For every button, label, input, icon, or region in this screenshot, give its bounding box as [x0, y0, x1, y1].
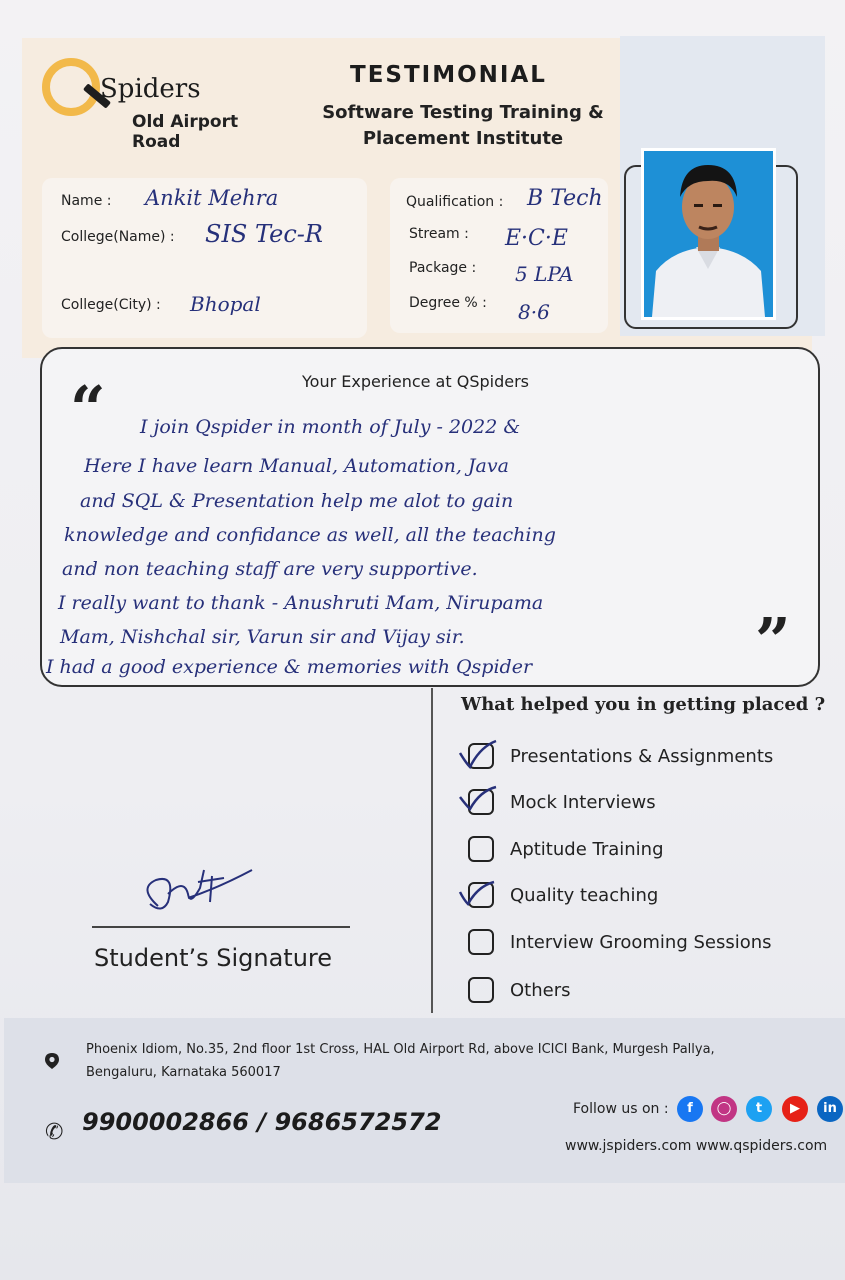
option-checkbox[interactable] [468, 836, 494, 862]
stream-label: Stream : [409, 226, 469, 242]
instagram-icon[interactable]: ◯ [711, 1096, 737, 1122]
placed-question: What helped you in getting placed ? [461, 694, 826, 715]
qualification-value: B Tech [527, 186, 603, 211]
checkmark-icon [458, 878, 498, 910]
address-line-2: Bengaluru, Karnataka 560017 [86, 1065, 281, 1080]
option-label: Presentations & Assignments [510, 746, 774, 767]
subtitle-line-1: Software Testing Training & [322, 102, 604, 123]
option-label: Quality teaching [510, 885, 659, 906]
subtitle-line-2: Placement Institute [362, 128, 564, 149]
address [86, 1038, 786, 1084]
option-checkbox[interactable] [468, 929, 494, 955]
checkmark-icon [458, 739, 498, 771]
option-label: Aptitude Training [510, 839, 664, 860]
experience-line: and SQL & Presentation help me alot to gain [80, 490, 514, 512]
experience-line: Here I have learn Manual, Automation, Java [84, 455, 509, 477]
experience-line: knowledge and confidance as well, all the teaching [64, 524, 556, 546]
student-photo [641, 148, 776, 320]
close-quote-icon: ” [755, 604, 791, 677]
experience-line: Mam, Nishchal sir, Varun sir and Vijay sir. [60, 626, 465, 648]
signature-label: Student’s Signature [94, 944, 333, 972]
experience-line: I really want to thank - Anushruti Mam, Nirupama [58, 592, 544, 614]
phone-numbers: 9900002866 / 9686572572 [82, 1108, 442, 1136]
student-portrait-icon [644, 151, 773, 317]
name-label: Name : [61, 193, 112, 209]
website-links[interactable]: www.jspiders.com www.qspiders.com [565, 1138, 828, 1154]
option-label: Mock Interviews [510, 792, 656, 813]
logo-name: Spiders [100, 74, 201, 104]
package-value: 5 LPA [515, 262, 574, 286]
linkedin-icon[interactable]: in [817, 1096, 843, 1122]
page-title: TESTIMONIAL [350, 62, 547, 88]
signature-line [92, 926, 350, 928]
experience-title: Your Experience at QSpiders [302, 372, 529, 391]
option-checkbox[interactable] [468, 977, 494, 1003]
package-label: Package : [409, 260, 477, 276]
facebook-icon[interactable]: f [677, 1096, 703, 1122]
twitter-icon[interactable]: t [746, 1096, 772, 1122]
experience-line: I had a good experience & memories with Qspider [46, 656, 533, 678]
name-value: Ankit Mehra [145, 186, 279, 210]
experience-line: I join Qspider in month of July - 2022 & [140, 416, 521, 438]
city-label: College(City) : [61, 297, 161, 313]
college-label: College(Name) : [61, 229, 175, 245]
experience-line: and non teaching staff are very supportive. [62, 558, 478, 580]
qspiders-logo [42, 58, 292, 152]
youtube-icon[interactable]: ▶ [782, 1096, 808, 1122]
stream-value: E·C·E [505, 226, 568, 251]
city-value: Bhopal [190, 292, 261, 316]
college-value: SIS Tec-R [205, 220, 323, 248]
student-signature [128, 858, 268, 928]
page-subtitle [318, 100, 608, 152]
degree-label: Degree % : [409, 295, 487, 311]
follow-label: Follow us on : [573, 1101, 669, 1117]
checkmark-icon [458, 785, 498, 817]
qualification-label: Qualification : [406, 194, 504, 210]
logo-branch: Old Airport Road [132, 112, 239, 152]
phone-icon: ✆ [45, 1120, 64, 1145]
location-pin-icon [43, 1052, 61, 1070]
option-label: Others [510, 980, 571, 1001]
address-line-1: Phoenix Idiom, No.35, 2nd floor 1st Cross, HAL Old Airport Rd, above ICICI Bank, Murgesh Pallya, [86, 1042, 715, 1057]
open-quote-icon: “ [70, 372, 106, 445]
section-divider [431, 688, 433, 1013]
degree-value: 8·6 [518, 300, 550, 324]
option-label: Interview Grooming Sessions [510, 932, 772, 953]
